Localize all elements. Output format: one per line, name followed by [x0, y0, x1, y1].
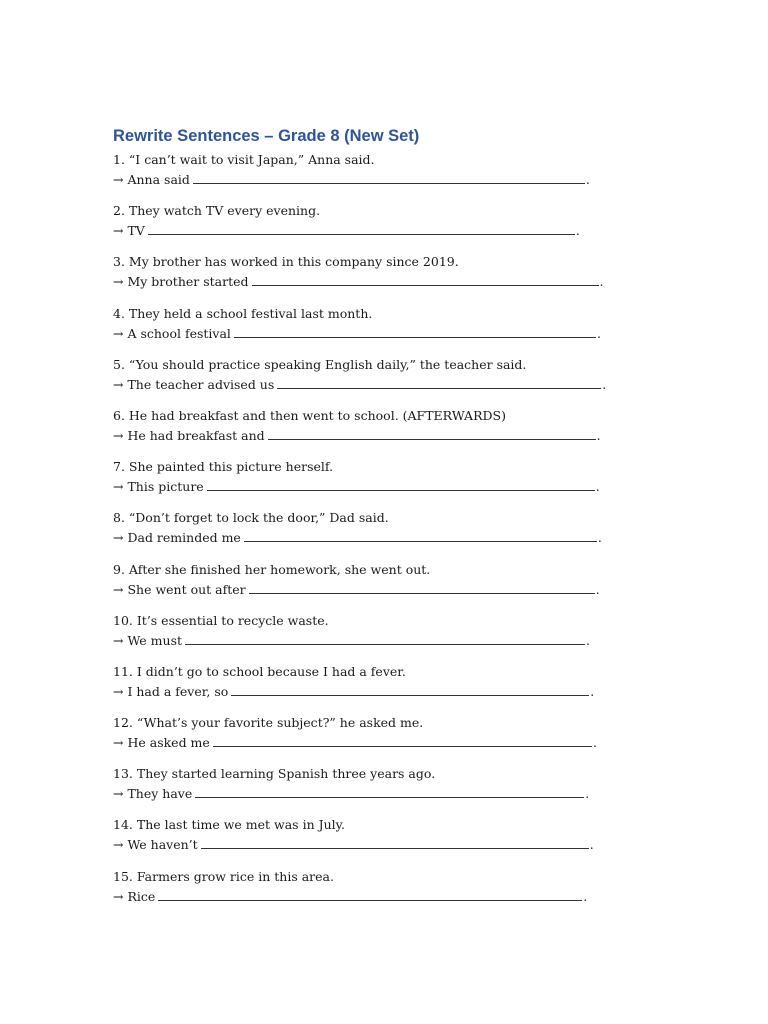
exercise-prompt: 11. I didn’t go to school because I had a fever. — [113, 663, 406, 679]
answer-line — [113, 272, 613, 292]
end-mark: . — [599, 274, 604, 290]
exercise-prompt: 1. “I can’t wait to visit Japan,” Anna said. — [113, 152, 375, 167]
answer-stem: He asked me — [127, 735, 210, 751]
end-mark: . — [585, 786, 590, 802]
end-mark: . — [595, 581, 600, 597]
exercise-prompt: 12. “What’s your favorite subject?” he asked me. — [113, 715, 424, 731]
exercise-prompt: 6. He had breakfast and then went to school. (AFTERWARDS) — [113, 407, 506, 423]
exercise-item — [113, 150, 613, 201]
exercise-item — [113, 764, 613, 815]
answer-stem: He had breakfast and — [127, 427, 265, 443]
end-mark: . — [596, 427, 601, 443]
arrow-icon: → — [113, 530, 124, 546]
answer-blank[interactable] — [201, 836, 589, 849]
answer-stem: The teacher advised us — [127, 376, 275, 392]
exercise-item — [113, 662, 613, 713]
exercise-prompt: 15. Farmers grow rice in this area. — [113, 868, 334, 884]
answer-blank[interactable] — [244, 529, 597, 542]
answer-line — [113, 528, 613, 548]
answer-blank[interactable] — [148, 222, 575, 235]
end-mark: . — [583, 888, 588, 904]
arrow-icon: → — [113, 581, 124, 597]
exercise-item — [113, 304, 613, 355]
answer-line — [113, 682, 613, 702]
answer-line — [113, 170, 613, 190]
worksheet — [113, 124, 613, 918]
exercise-prompt: 9. After she finished her homework, she went out. — [113, 561, 431, 577]
arrow-icon: → — [113, 274, 124, 290]
arrow-icon: → — [113, 479, 124, 495]
exercise-item — [113, 252, 613, 303]
end-mark: . — [575, 223, 580, 239]
answer-stem: We haven’t — [127, 837, 198, 853]
arrow-icon: → — [113, 223, 124, 239]
answer-stem: We must — [127, 632, 183, 648]
answer-line — [113, 835, 613, 855]
answer-blank[interactable] — [213, 734, 592, 747]
end-mark: . — [586, 632, 590, 648]
answer-stem: I had a fever, so — [127, 683, 229, 699]
exercise-item — [113, 713, 613, 764]
arrow-icon: → — [113, 325, 124, 341]
answer-blank[interactable] — [277, 376, 601, 389]
answer-line — [113, 221, 613, 241]
arrow-icon: → — [113, 427, 124, 443]
answer-blank[interactable] — [185, 632, 585, 645]
answer-line — [113, 631, 613, 651]
end-mark: . — [589, 837, 594, 853]
arrow-icon: → — [113, 888, 124, 904]
exercise-item — [113, 457, 613, 508]
answer-stem: This picture — [127, 479, 204, 495]
end-mark: . — [596, 325, 601, 341]
exercise-prompt: 14. The last time we met was in July. — [113, 817, 346, 833]
answer-line — [113, 887, 613, 907]
answer-blank[interactable] — [268, 427, 596, 440]
exercise-prompt: 7. She painted this picture herself. — [113, 459, 334, 475]
exercise-prompt: 4. They held a school festival last month. — [113, 305, 373, 321]
exercise-item — [113, 406, 613, 457]
end-mark: . — [597, 530, 602, 546]
exercise-item — [113, 508, 613, 559]
answer-stem: TV — [127, 223, 145, 239]
exercise-prompt: 10. It’s essential to recycle waste. — [113, 612, 329, 628]
exercise-prompt: 8. “Don’t forget to lock the door,” Dad said. — [113, 510, 389, 526]
arrow-icon: → — [113, 632, 124, 648]
answer-stem: My brother started — [127, 274, 249, 290]
answer-stem: They have — [127, 786, 193, 802]
answer-blank[interactable] — [249, 581, 595, 594]
answer-stem: Rice — [127, 888, 156, 904]
answer-blank[interactable] — [193, 171, 585, 184]
answer-blank[interactable] — [252, 273, 599, 286]
answer-line — [113, 733, 613, 753]
end-mark: . — [602, 376, 607, 392]
end-mark: . — [595, 479, 600, 495]
answer-blank[interactable] — [231, 683, 589, 696]
exercise-item — [113, 815, 613, 866]
end-mark: . — [592, 735, 597, 751]
answer-stem: She went out after — [127, 581, 246, 597]
answer-line — [113, 477, 613, 497]
end-mark: . — [585, 172, 590, 187]
exercise-prompt: 13. They started learning Spanish three years ago. — [113, 766, 436, 782]
answer-stem: A school festival — [127, 325, 231, 341]
answer-line — [113, 426, 613, 446]
answer-stem: Dad reminded me — [127, 530, 241, 546]
exercise-item — [113, 355, 613, 406]
arrow-icon: → — [113, 786, 124, 802]
answer-line — [113, 324, 613, 344]
arrow-icon: → — [113, 376, 124, 392]
answer-blank[interactable] — [234, 325, 596, 338]
answer-blank[interactable] — [195, 785, 584, 798]
exercise-item — [113, 611, 613, 662]
answer-blank[interactable] — [158, 888, 582, 901]
answer-line — [113, 580, 613, 600]
answer-blank[interactable] — [207, 478, 595, 491]
exercise-prompt: 2. They watch TV every evening. — [113, 203, 321, 219]
exercise-item — [113, 867, 613, 918]
end-mark: . — [590, 683, 595, 699]
exercise-item — [113, 560, 613, 611]
exercise-prompt: 3. My brother has worked in this company since 2019. — [113, 254, 459, 270]
exercise-item — [113, 201, 613, 252]
answer-line — [113, 784, 613, 804]
worksheet-title: Rewrite Sentences – Grade 8 (New Set) — [113, 127, 420, 145]
answer-stem: Anna said — [127, 172, 190, 187]
arrow-icon: → — [113, 683, 124, 699]
arrow-icon: → — [113, 735, 124, 751]
arrow-icon: → — [113, 837, 124, 853]
exercise-prompt: 5. “You should practice speaking English daily,” the teacher said. — [113, 356, 527, 372]
arrow-icon: → — [113, 172, 124, 187]
answer-line — [113, 375, 613, 395]
